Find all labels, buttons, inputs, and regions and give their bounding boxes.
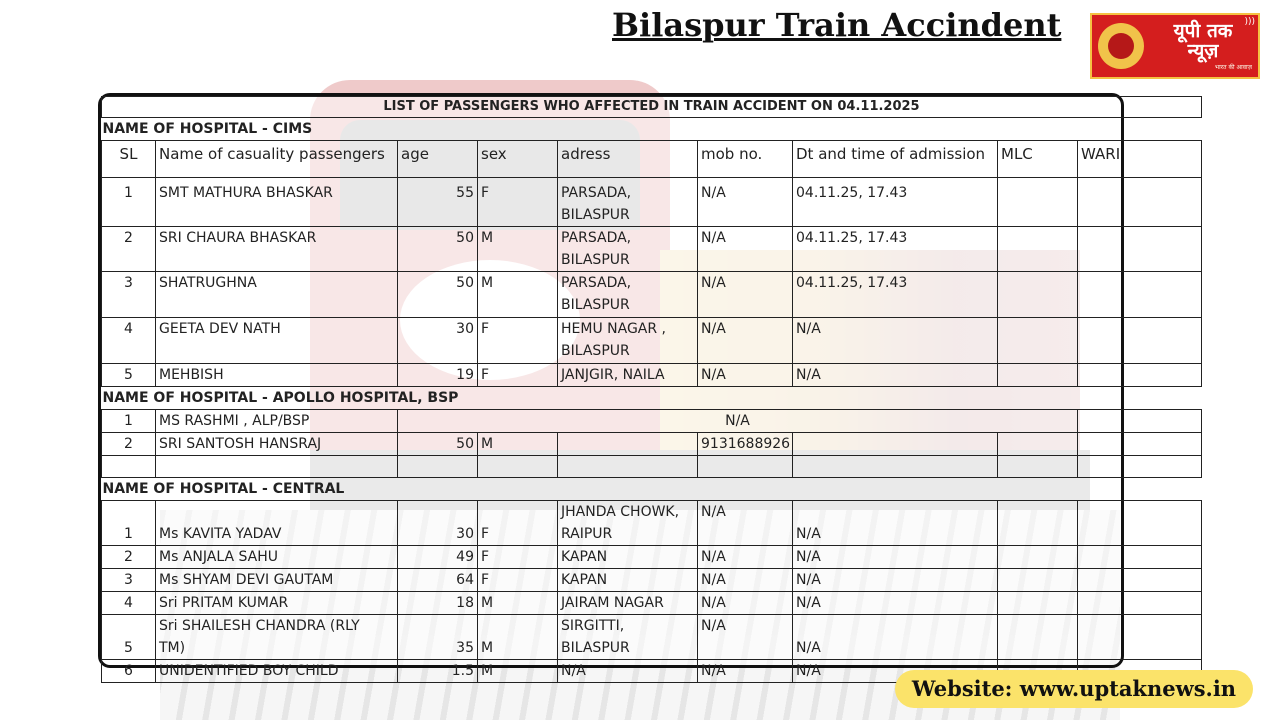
hospital-heading: NAME OF HOSPITAL - APOLLO HOSPITAL, BSP: [102, 387, 1202, 410]
table-row: 2 Ms ANJALA SAHU 49 F KAPAN N/A N/A: [102, 546, 1202, 569]
table-row: 1 SMT MATHURA BHASKAR 55 F PARSADA, BILASPUR N/A 04.11.25, 17.43: [102, 178, 1202, 227]
table-row: 4 Sri PRITAM KUMAR 18 M JAIRAM NAGAR N/A N/A: [102, 592, 1202, 615]
table-row: 5 MEHBISH 19 F JANJGIR, NAILA N/A N/A: [102, 364, 1202, 387]
table-row: 2 SRI SANTOSH HANSRAJ 50 M 9131688926: [102, 433, 1202, 456]
col-ward: WARI: [1078, 141, 1202, 178]
column-header-row: [102, 141, 1202, 178]
hospital-heading: NAME OF HOSPITAL - CIMS: [102, 118, 1202, 141]
col-name: Name of casuality passengers: [156, 141, 398, 178]
brand-tagline: भारत की आवाज़: [1214, 64, 1252, 71]
table-row: 3 SHATRUGHNA 50 M PARSADA, BILASPUR N/A 04.11.25, 17.43: [102, 272, 1202, 318]
table-row: 2 SRI CHAURA BHASKAR 50 M PARSADA, BILASPUR N/A 04.11.25, 17.43: [102, 227, 1202, 272]
chakra-icon: [1098, 23, 1144, 69]
passenger-list-sheet: [98, 93, 1124, 679]
table-row: 4 GEETA DEV NATH 30 F HEMU NAGAR , BILASPUR N/A N/A: [102, 318, 1202, 364]
col-admission: Dt and time of admission: [793, 141, 998, 178]
table-row: 5 Sri SHAILESH CHANDRA (RLY TM) 35 M SIRGITTI, BILASPUR N/A N/A: [102, 615, 1202, 660]
table-row: 1 MS RASHMI , ALP/BSP N/A: [102, 410, 1202, 433]
brand-name: यूपी तक न्यूज़: [1173, 20, 1233, 62]
col-mobile: mob no.: [698, 141, 793, 178]
col-sl: SL: [102, 141, 156, 178]
col-mlc: MLC: [998, 141, 1078, 178]
passenger-table: [101, 96, 1202, 683]
col-age: age: [398, 141, 478, 178]
website-link[interactable]: Website: www.uptaknews.in: [895, 670, 1253, 708]
table-row: 3 Ms SHYAM DEVI GAUTAM 64 F KAPAN N/A N/A: [102, 569, 1202, 592]
hospital-heading: NAME OF HOSPITAL - CENTRAL: [102, 478, 1202, 501]
table-row: 6 UNIDENTIFIED BOY CHILD 1.5 M N/A N/A N/A: [102, 660, 1202, 683]
table-row: 1 Ms KAVITA YADAV 30 F JHANDA CHOWK, RAIPUR N/A N/A: [102, 501, 1202, 546]
broadcast-icon: ))): [1244, 17, 1255, 27]
brand-logo: [1090, 13, 1260, 79]
col-sex: sex: [478, 141, 558, 178]
table-row: [102, 456, 1202, 478]
page-headline: Bilaspur Train Accindent: [612, 6, 1062, 44]
sheet-title: LIST OF PASSENGERS WHO AFFECTED IN TRAIN ACCIDENT ON 04.11.2025: [102, 97, 1202, 118]
col-address: adress: [558, 141, 698, 178]
